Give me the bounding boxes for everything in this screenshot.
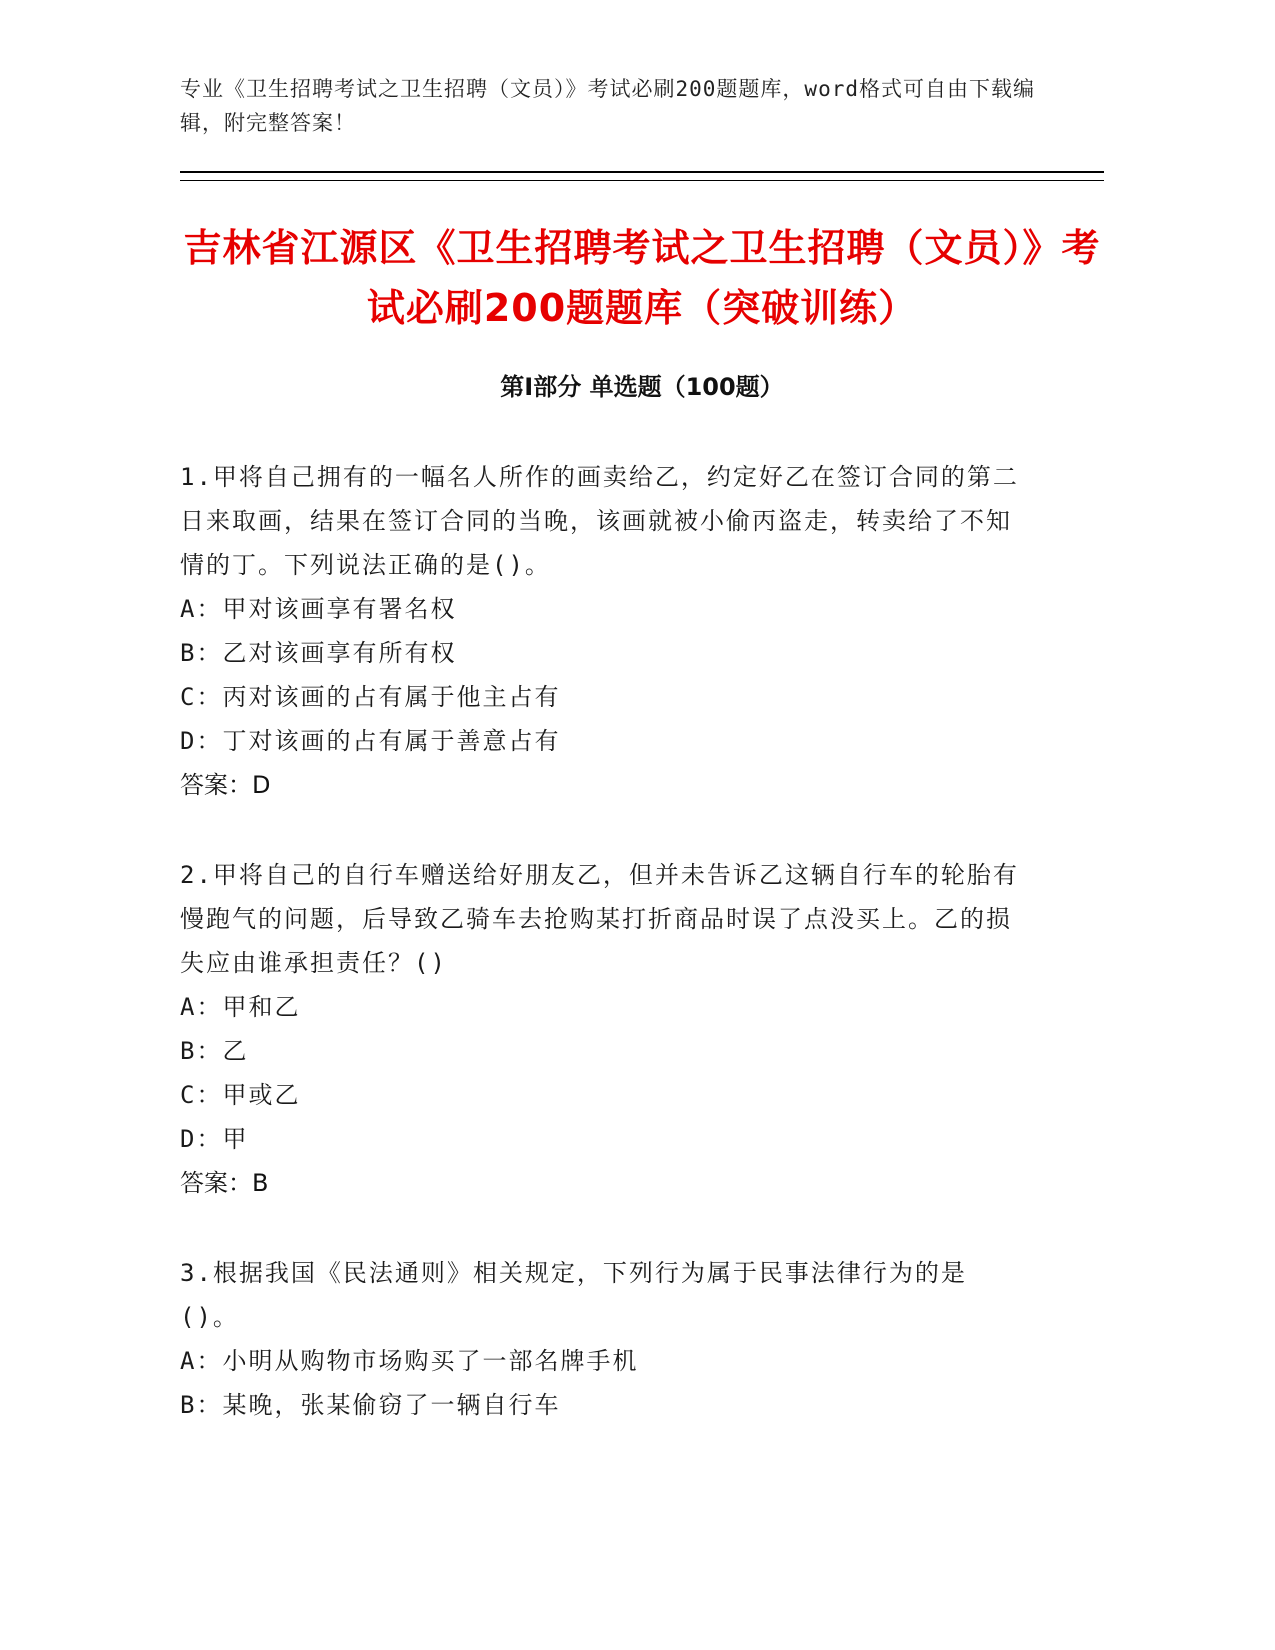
answer: 答案：B <box>180 1169 269 1197</box>
question-list <box>180 455 1020 1473</box>
header-note: 专业《卫生招聘考试之卫生招聘（文员）》考试必刷200题题库，word格式可自由下载编辑，附完整答案！ <box>180 77 1035 135</box>
question-stem: 3.根据我国《民法通则》相关规定，下列行为属于民事法律行为的是()。 <box>180 1259 967 1331</box>
question-stem: 1.甲将自己拥有的一幅名人所作的画卖给乙，约定好乙在签订合同的第二日来取画，结果在签订合同的当晚，该画就被小偷丙盗走，转卖给了不知情的丁。下列说法正确的是()。 <box>180 463 1019 579</box>
question-3 <box>180 1251 1020 1427</box>
option-a: A：甲对该画享有署名权 <box>180 595 457 623</box>
document-title: 吉林省江源区《卫生招聘考试之卫生招聘（文员）》考试必刷200题题库（突破训练） <box>183 226 1101 330</box>
option-d: D：丁对该画的占有属于善意占有 <box>180 727 561 755</box>
option-b: B：乙对该画享有所有权 <box>180 639 457 667</box>
option-a: A：甲和乙 <box>180 993 301 1021</box>
question-1 <box>180 455 1020 807</box>
option-b: B：某晚，张某偷窃了一辆自行车 <box>180 1391 561 1419</box>
section-title: 第Ⅰ部分 单选题（100题） <box>500 373 784 401</box>
answer: 答案：D <box>180 771 271 799</box>
option-a: A：小明从购物市场购买了一部名牌手机 <box>180 1347 639 1375</box>
header-rule-thin <box>180 180 1104 181</box>
option-c: C：甲或乙 <box>180 1081 301 1109</box>
question-2 <box>180 853 1020 1205</box>
option-c: C：丙对该画的占有属于他主占有 <box>180 683 561 711</box>
header-rule-thick <box>180 171 1104 173</box>
question-stem: 2.甲将自己的自行车赠送给好朋友乙，但并未告诉乙这辆自行车的轮胎有慢跑气的问题，后导致乙骑车去抢购某打折商品时误了点没买上。乙的损失应由谁承担责任？() <box>180 861 1019 977</box>
option-d: D：甲 <box>180 1125 249 1153</box>
option-b: B：乙 <box>180 1037 249 1065</box>
